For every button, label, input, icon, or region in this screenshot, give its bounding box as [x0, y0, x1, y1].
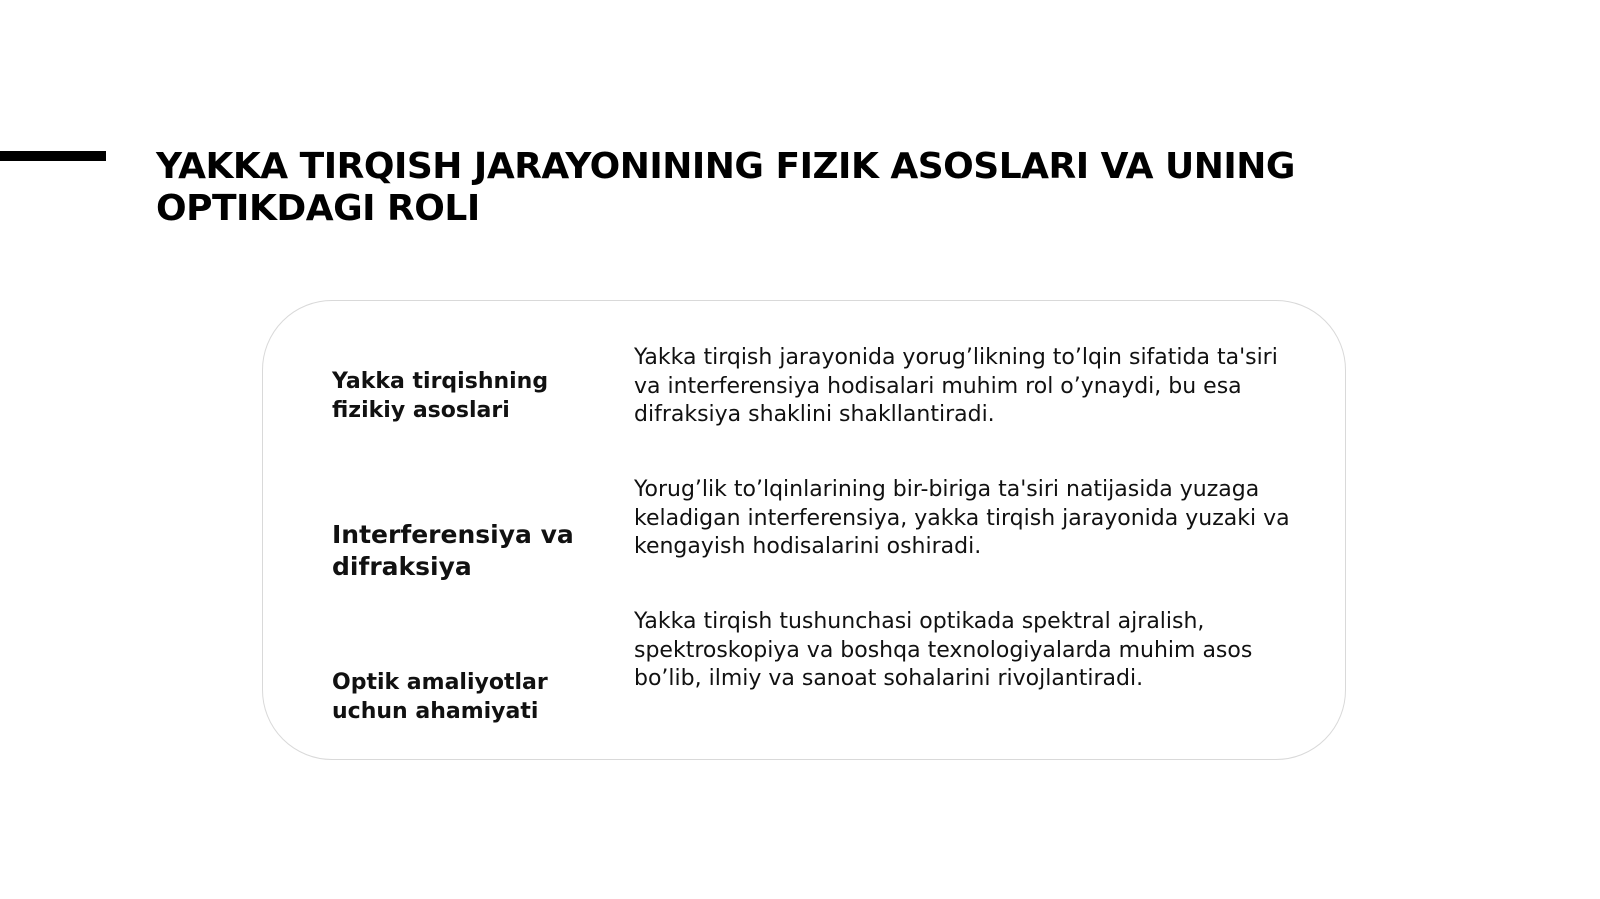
row-heading-optical-importance: Optik amaliyotlar uchun ahamiyati: [332, 670, 548, 724]
slide-title: YAKKA TIRQISH JARAYONINING FIZIK ASOSLARI VA UNING OPTIKDAGI ROLI: [156, 146, 1295, 229]
row-text-physical-basis: Yakka tirqish jarayonida yorug’likning to’lqin sifatida ta'siri va interferensiya hodisalari muhim rol o’ynaydi, bu esa difraksiya shaklini shakllantiradi.: [634, 345, 1278, 427]
title-accent-bar: [0, 151, 106, 161]
row-text-optical-importance: Yakka tirqish tushunchasi optikada spektral ajralish, spektroskopiya va boshqa texnologiyalarda muhim asos bo’lib, ilmiy va sanoat sohalarini rivojlantiradi.: [634, 609, 1253, 691]
row-heading-physical-basis: Yakka tirqishning fizikiy asoslari: [332, 369, 549, 423]
row-text-interference: Yorug’lik to’lqinlarining bir-biriga ta'siri natijasida yuzaga keladigan interferensiya, yakka tirqish jarayonida yuzaki va kengayish hodisalarini oshiradi.: [634, 477, 1290, 559]
row-heading-interference: Interferensiya va difraksiya: [332, 520, 574, 581]
